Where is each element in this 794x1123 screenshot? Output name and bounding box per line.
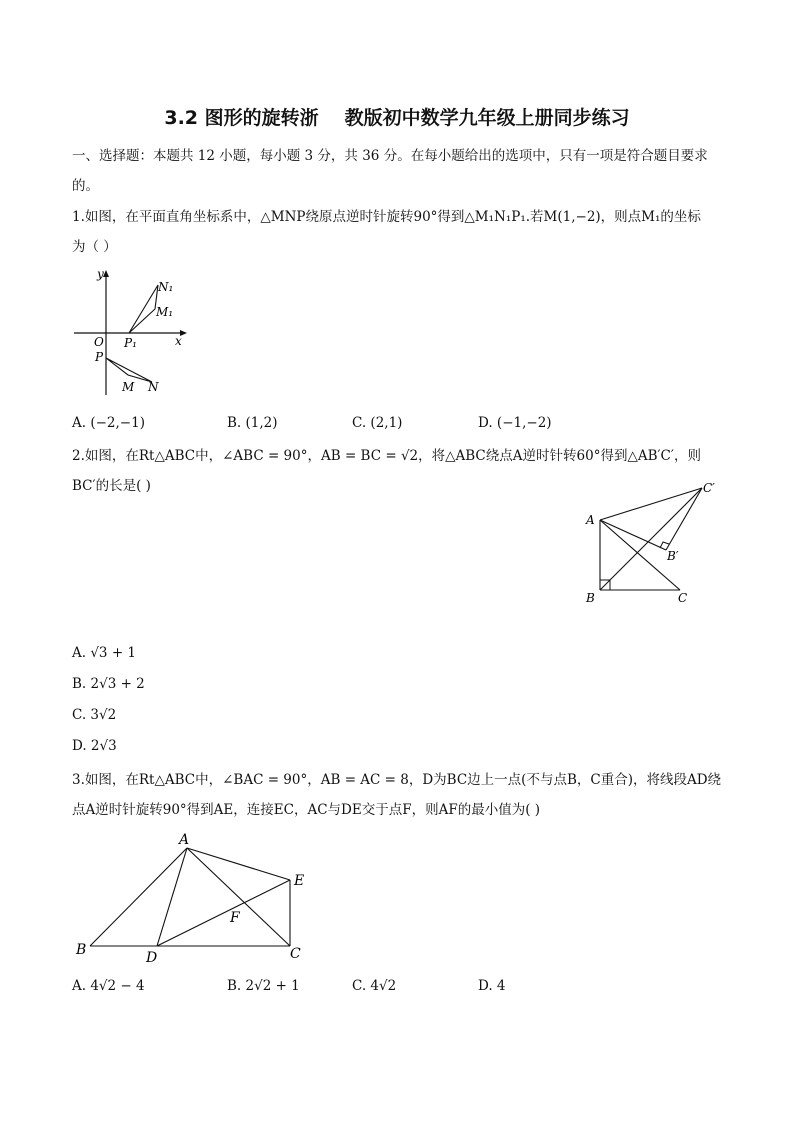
page-title <box>0 103 794 130</box>
q2-option-c[interactable]: C. 3√2 <box>72 707 117 723</box>
label-f: F <box>230 910 240 926</box>
n1-label: N₁ <box>158 280 174 294</box>
q1-option-d[interactable]: D. (−1,−2) <box>478 415 552 431</box>
triangle-m1n1p1 <box>129 285 158 333</box>
p-label: P <box>95 350 104 364</box>
q2-stem-line-2: BC′的长是( ) <box>72 478 151 494</box>
p1-label: P₁ <box>124 336 137 350</box>
q3-stem-line-2: 点A逆时针旋转90°得到AE，连接EC，AC与DE交于点F，则AF的最小值为( ) <box>72 802 541 818</box>
title-part-2: 教版初中数学九年级上册同步练习 <box>344 107 630 129</box>
q3-option-d[interactable]: D. 4 <box>478 978 506 994</box>
q3-triangle-figure <box>72 828 322 970</box>
label-a: A <box>586 513 595 527</box>
segment-de <box>157 880 290 946</box>
q1-option-b[interactable]: B. (1,2) <box>227 415 278 431</box>
m1-label: M₁ <box>156 305 174 319</box>
label-c: C <box>678 591 688 605</box>
q3-option-c[interactable]: C. 4√2 <box>352 978 397 994</box>
q3-option-b[interactable]: B. 2√2 + 1 <box>227 978 300 994</box>
side-ac <box>187 848 290 946</box>
label-c: C <box>290 946 301 962</box>
n-label: N <box>148 380 159 394</box>
triangle-mnp <box>106 358 152 382</box>
q1-stem-line-2: 为（ ） <box>72 239 117 255</box>
y-axis-label: y <box>97 267 104 281</box>
label-d: D <box>146 950 158 966</box>
x-axis-label: x <box>175 334 182 348</box>
label-b-prime: B′ <box>667 549 679 563</box>
title-part-1: 3.2 图形的旋转浙 <box>164 107 319 129</box>
section-instruction-line-2: 的。 <box>72 178 99 194</box>
segment-bc-prime <box>600 488 702 590</box>
q2-option-b[interactable]: B. 2√3 + 2 <box>72 676 145 692</box>
q2-rotation-figure <box>580 478 725 608</box>
label-a: A <box>179 832 190 848</box>
q1-option-a[interactable]: A. (−2,−1) <box>72 415 145 431</box>
origin-label: O <box>94 335 104 349</box>
y-axis-arrow <box>103 270 109 277</box>
q2-option-a[interactable]: A. √3 + 1 <box>72 645 137 661</box>
label-e: E <box>294 873 305 889</box>
label-b: B <box>76 942 87 958</box>
q3-stem-line-1: 3.如图，在Rt△ABC中，∠BAC = 90°，AB = AC = 8，D为BC边上一点(不与点B，C重合)，将线段AD绕 <box>72 772 722 788</box>
label-c-prime: C′ <box>703 481 715 495</box>
label-b: B <box>586 591 595 605</box>
q1-option-c[interactable]: C. (2,1) <box>352 415 403 431</box>
q2-stem-line-1: 2.如图，在Rt△ABC中，∠ABC = 90°，AB = BC = √2，将△ABC绕点A逆时针转60°得到△AB′C′，则 <box>72 448 701 464</box>
section-instruction-line-1: 一、选择题：本题共 12 小题，每小题 3 分，共 36 分。在每小题给出的选项中，只有一项是符合题目要求 <box>72 148 708 164</box>
q1-stem-line-1: 1.如图，在平面直角坐标系中，△MNP绕原点逆时针旋转90°得到△M₁N₁P₁.若M(1,−2)，则点M₁的坐标 <box>72 209 701 225</box>
side-ab-prime <box>600 520 666 550</box>
m-label: M <box>122 380 135 394</box>
q3-option-a[interactable]: A. 4√2 − 4 <box>72 978 145 994</box>
segment-ae <box>187 848 290 880</box>
q1-coordinate-figure <box>70 265 190 400</box>
q2-option-d[interactable]: D. 2√3 <box>72 738 117 754</box>
